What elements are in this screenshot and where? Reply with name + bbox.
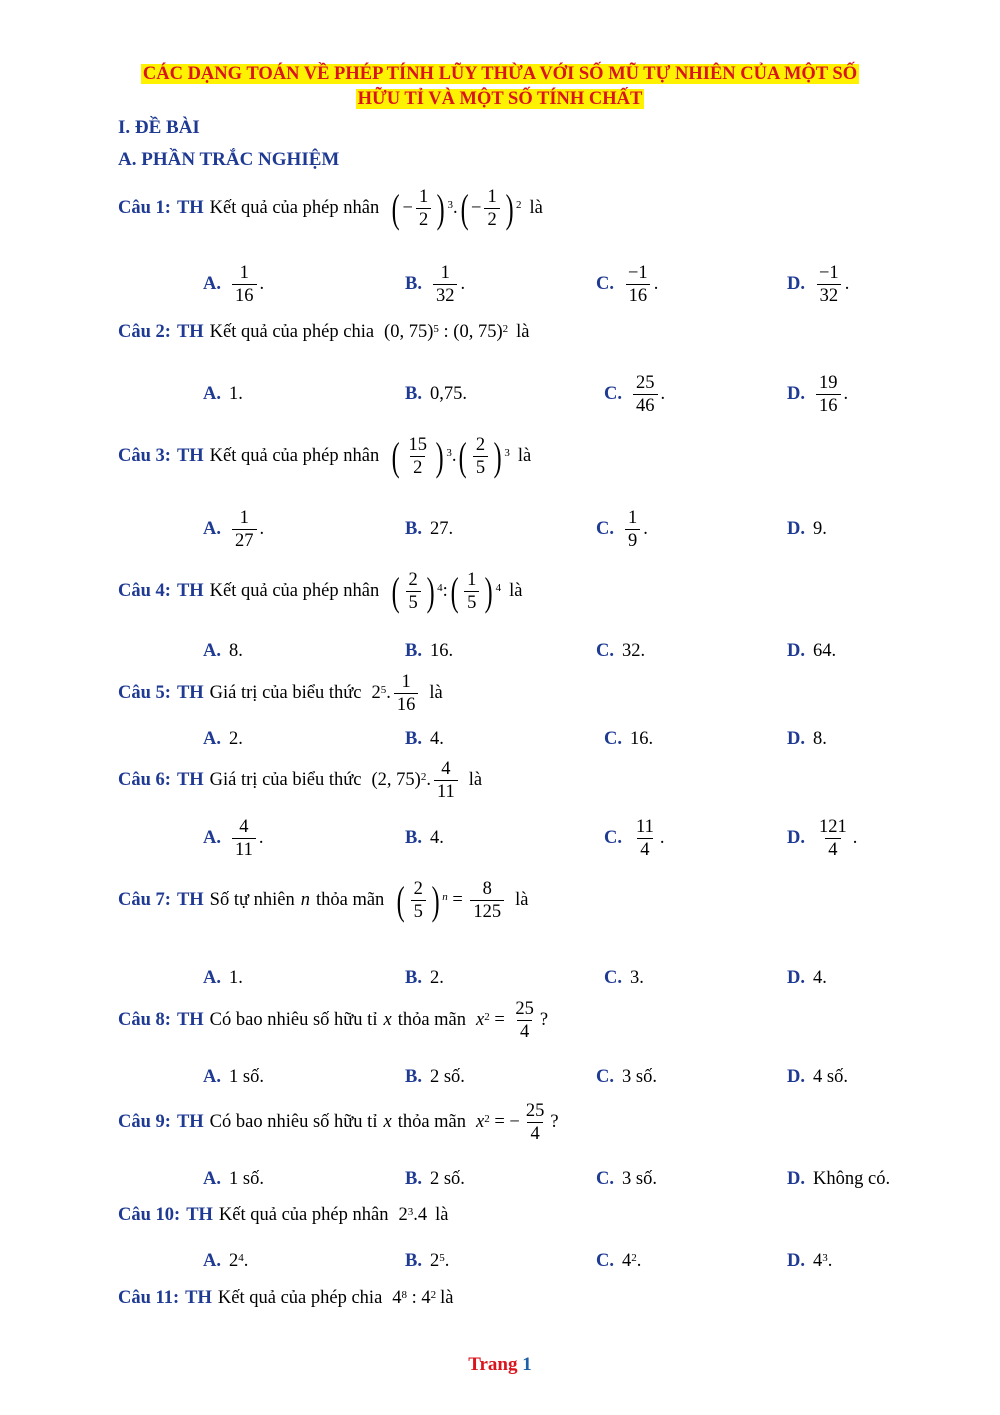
question-number: Câu 7: [118, 890, 171, 910]
question-11 [118, 1288, 454, 1309]
title-line-2: HỮU TỈ VÀ MỘT SỐ TÍNH CHẤT [357, 89, 643, 109]
option-d[interactable]: D. 8 . [787, 729, 827, 749]
option-b[interactable]: B. 2 . [405, 968, 444, 988]
option-c[interactable]: C. $\frac{25}{46}$ . [604, 373, 666, 416]
question-level: TH [176, 890, 204, 910]
option-c[interactable]: C. 4 $^2$ . [596, 1251, 642, 1271]
question-suffix: là [440, 1288, 454, 1308]
question-expression: 2 $^5$ . $\frac{1}{16}$ [371, 671, 421, 716]
question-number: Câu 11: [118, 1288, 180, 1308]
option-a[interactable]: A. $\frac{1}{27}$ . [203, 508, 265, 551]
question-text: Kết quả của phép chia [209, 322, 375, 342]
question-suffix: là [509, 581, 523, 601]
question-number: Câu 2: [118, 322, 171, 342]
question-7 [118, 878, 529, 923]
option-c[interactable]: C. $\frac{-1}{16}$ . [596, 263, 659, 306]
option-a[interactable]: A. 1 . [203, 384, 243, 404]
option-a[interactable]: A. 2 $^4$ . [203, 1251, 249, 1271]
question-level: TH [176, 770, 204, 790]
option-c[interactable]: C. 3 . [604, 968, 644, 988]
document-title [0, 62, 1000, 86]
option-b[interactable]: B. 27 . [405, 519, 454, 539]
question-text: Kết quả của phép nhân [218, 1205, 389, 1225]
page-number: 1 [522, 1354, 532, 1375]
title-line-1: CÁC DẠNG TOÁN VỀ PHÉP TÍNH LŨY THỪA VỚI SỐ MŨ TỰ NHIÊN CỦA MỘT SỐ [142, 64, 858, 84]
question-expression: ( $\frac{15}{2}$ ) $^3$ . ( $\frac{2}{5}$ ) $^3$ [391, 433, 510, 479]
question-1 [118, 186, 543, 231]
option-d[interactable]: D. $\frac{-1}{32}$ . [787, 263, 850, 306]
question-suffix: là [468, 770, 483, 790]
question-10 [118, 1205, 448, 1226]
question-number: Câu 1: [118, 198, 171, 218]
option-b[interactable]: B. 4 . [405, 729, 444, 749]
option-c[interactable]: C. 16 . [604, 729, 654, 749]
question-text: Giá trị của biểu thức [209, 683, 362, 703]
question-expression: ( 0, 75 ) $^5$ : ( 0, 75 ) $^2$ [384, 322, 509, 342]
option-d[interactable]: D. Không có. [787, 1169, 891, 1189]
question-level: TH [176, 198, 204, 218]
option-b[interactable]: B. 2 số. [405, 1067, 465, 1087]
option-c[interactable]: C. 32 . [596, 641, 646, 661]
option-c[interactable]: C. $\frac{11}{4}$ . [604, 817, 665, 860]
option-a[interactable]: A. 2 . [203, 729, 243, 749]
page-footer [0, 1354, 1000, 1376]
question-level: TH [176, 446, 204, 466]
option-b[interactable]: B. 2 $^5$ . [405, 1251, 450, 1271]
question-number: Câu 9: [118, 1112, 171, 1132]
question-level: TH [176, 581, 204, 601]
question-number: Câu 10: [118, 1205, 181, 1225]
question-expression: x $^2$ = − $\frac{25}{4}$ ? [476, 1101, 559, 1144]
question-suffix: là [435, 1205, 449, 1225]
question-expression: 4 $^8$ : 4 $^2$ [392, 1288, 437, 1308]
question-number: Câu 5: [118, 683, 171, 703]
question-text: Kết quả của phép chia [217, 1288, 383, 1308]
option-b[interactable]: B. $\frac{1}{32}$ . [405, 263, 466, 306]
question-4 [118, 569, 523, 614]
question-text-2: thỏa mãn [397, 1010, 467, 1030]
option-d[interactable]: D. 64 . [787, 641, 837, 661]
question-variable: x [383, 1010, 392, 1030]
question-level: TH [185, 1288, 212, 1308]
option-a[interactable]: A. 1 số. [203, 1169, 264, 1189]
question-text: Kết quả của phép nhân [209, 446, 380, 466]
question-level: TH [176, 1112, 204, 1132]
question-variable: x [383, 1112, 392, 1132]
option-a[interactable]: A. 1 số. [203, 1067, 264, 1087]
question-expression: 2 $^3$ . 4 [398, 1205, 428, 1225]
section-heading-de-bai: I. ĐỀ BÀI [118, 117, 200, 138]
option-d[interactable]: D. 9 . [787, 519, 827, 539]
question-text: Kết quả của phép nhân [209, 198, 380, 218]
option-b[interactable]: B. 4 . [405, 828, 444, 848]
question-number: Câu 4: [118, 581, 171, 601]
option-a[interactable]: A. 8 . [203, 641, 243, 661]
section-heading-trac-nghiem: A. PHẦN TRẮC NGHIỆM [118, 149, 340, 170]
document-title-cont [0, 87, 1000, 111]
question-number: Câu 3: [118, 446, 171, 466]
option-b[interactable]: B. 0,75 . [405, 384, 467, 404]
question-level: TH [176, 1010, 204, 1030]
question-expression: x $^2$ = $\frac{25}{4}$ ? [476, 999, 549, 1042]
question-2 [118, 322, 529, 343]
question-text: Có bao nhiêu số hữu tỉ [209, 1010, 378, 1030]
question-number: Câu 8: [118, 1010, 171, 1030]
question-text: Số tự nhiên [209, 890, 295, 910]
question-text-2: thỏa mãn [315, 890, 385, 910]
footer-label: Trang [468, 1354, 518, 1375]
option-d[interactable]: D. 4 số. [787, 1067, 848, 1087]
question-8 [118, 998, 556, 1043]
question-level: TH [176, 683, 204, 703]
question-suffix: là [516, 322, 530, 342]
question-text-2: thỏa mãn [397, 1112, 467, 1132]
question-3 [118, 434, 531, 479]
question-6 [118, 758, 482, 803]
question-level: TH [176, 322, 204, 342]
question-suffix: là [515, 890, 529, 910]
question-5 [118, 671, 443, 716]
question-expression: ( − $\frac{1}{2}$ ) $^3$ . ( − $\frac{1}{2}$ ) $^2$ [391, 185, 522, 231]
question-expression: ( $\frac{2}{5}$ ) $^4$ : ( $\frac{1}{5}$ ) $^4$ [391, 568, 502, 614]
question-suffix: là [429, 683, 443, 703]
option-d[interactable]: D. $\frac{121}{4}$ . [787, 817, 858, 860]
question-suffix: là [529, 198, 543, 218]
option-a[interactable]: A. 1 . [203, 968, 243, 988]
question-expression: ( 2, 75 ) $^2$ . $\frac{4}{11}$ [371, 758, 460, 803]
option-b[interactable]: B. 2 số. [405, 1169, 465, 1189]
question-9 [118, 1100, 567, 1145]
question-text: Giá trị của biểu thức [209, 770, 362, 790]
option-d[interactable]: D. 4 $^3$ . [787, 1251, 833, 1271]
option-b[interactable]: B. 16 . [405, 641, 454, 661]
question-number: Câu 6: [118, 770, 171, 790]
option-a[interactable]: A. $\frac{1}{16}$ . [203, 263, 265, 306]
option-c[interactable]: C. 3 số. [596, 1169, 657, 1189]
question-suffix: là [517, 446, 532, 466]
question-text: Có bao nhiêu số hữu tỉ [209, 1112, 378, 1132]
question-text: Kết quả của phép nhân [209, 581, 380, 601]
question-expression: ( $\frac{2}{5}$ ) $^n$ = $\frac{8}{125}$ [394, 878, 507, 923]
option-d[interactable]: D. $\frac{19}{16}$ . [787, 373, 849, 416]
option-c[interactable]: C. 3 số. [596, 1067, 657, 1087]
option-d[interactable]: D. 4 . [787, 968, 827, 988]
question-variable: n [300, 890, 310, 910]
option-c[interactable]: C. $\frac{1}{9}$ . [596, 508, 648, 551]
question-level: TH [186, 1205, 213, 1225]
option-a[interactable]: A. $\frac{4}{11}$ . [203, 817, 264, 860]
